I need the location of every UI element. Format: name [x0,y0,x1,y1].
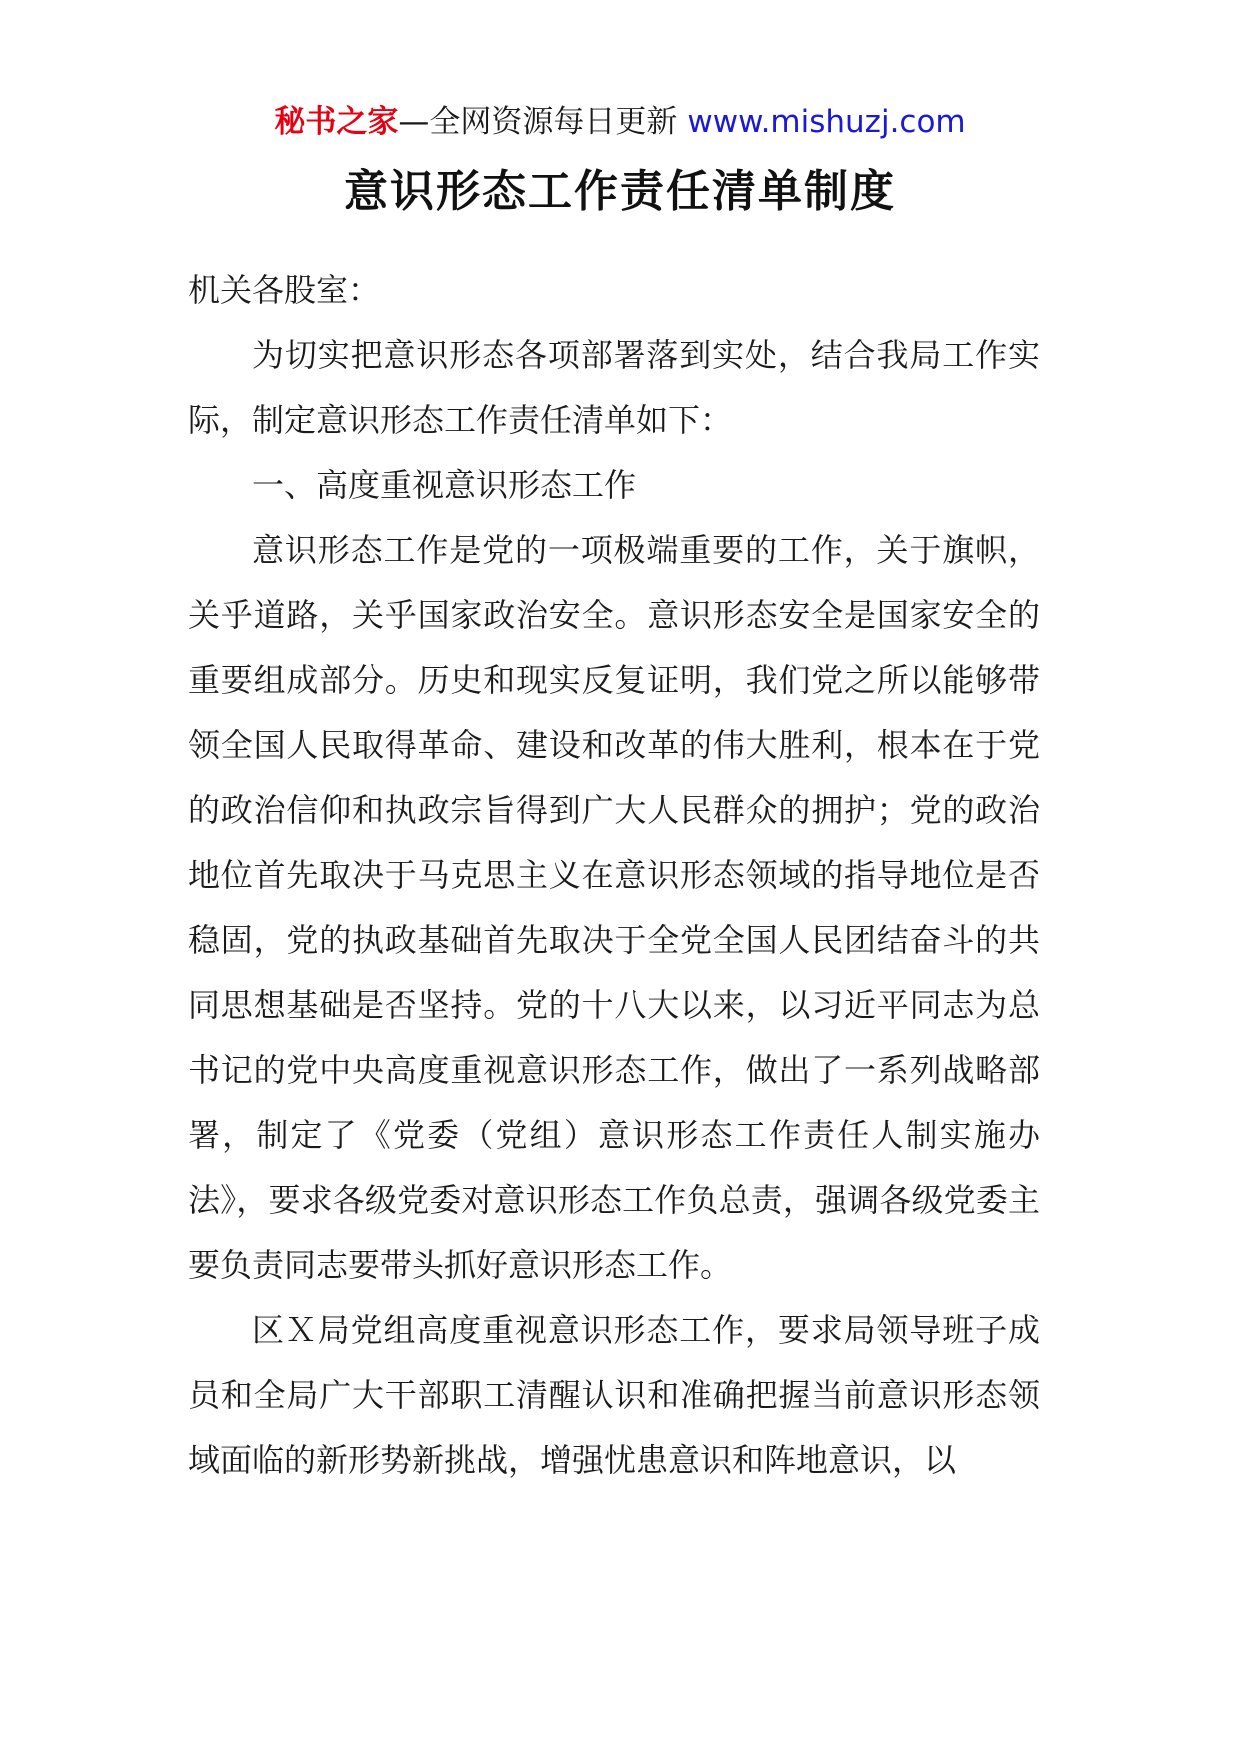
salutation: 机关各股室： [188,271,381,309]
site-slogan: —全网资源每日更新 [398,104,678,140]
section-heading: 一、高度重视意识形态工作 [252,466,637,504]
site-header [0,100,1240,144]
body-paragraph: 意识形态工作是党的一项极端重要的工作，关于旗帜，关乎道路，关乎国家政治安全。意识形态安全是国家安全的重要组成部分。历史和现实反复证明，我们党之所以能够带领全国人民取得革命、建设和改革的伟大胜利，根本在于党的政治信仰和执政宗旨得到广大人民群众的拥护；党的政治地位首先取决于马克思主义在意识形态领域的指导地位是否稳固，党的执政基础首先取决于全党全国人民团结奋斗的共同思想基础是否坚持。党的十八大以来，以习近平同志为总书记的党中央高度重视意识形态工作，做出了一系列战略部署，制定了《党委（党组）意识形态工作责任人制实施办法》，要求各级党委对意识形态工作负总责，强调各级党委主要负责同志要带头抓好意识形态工作。 [188,531,1040,1284]
document-title: 意识形态工作责任清单制度 [344,166,896,217]
body-paragraph: 区Ｘ局党组高度重视意识形态工作，要求局领导班子成员和全局广大干部职工清醒认识和准确把握当前意识形态领域面临的新形势新挑战，增强忧患意识和阵地意识，以 [188,1311,1040,1479]
intro-paragraph: 为切实把意识形态各项部署落到实处，结合我局工作实际，制定意识形态工作责任清单如下： [188,336,1040,439]
site-url-link[interactable]: www.mishuzj.com [687,104,966,140]
document-body [188,258,1040,1493]
brand-name: 秘书之家 [274,104,399,140]
